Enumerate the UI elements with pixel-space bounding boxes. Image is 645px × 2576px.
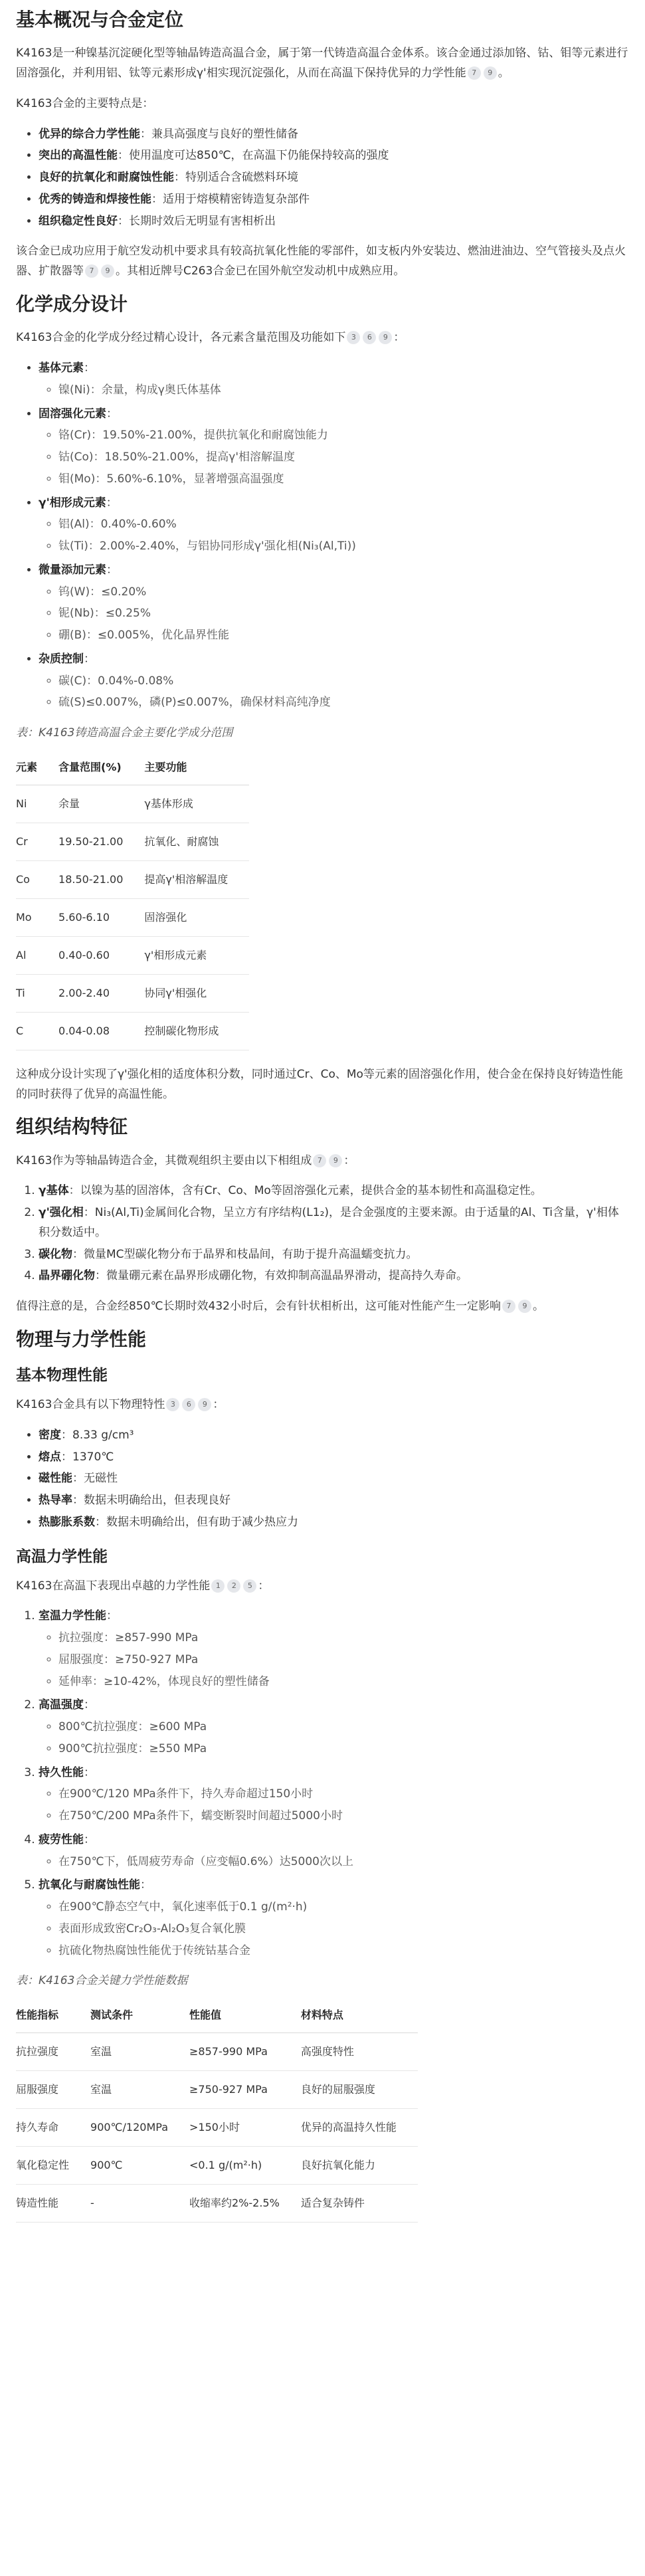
table-row xyxy=(16,936,249,974)
table-cell: Ti xyxy=(16,974,58,1012)
list-item: 5. 抗氧化与耐腐蚀性能： ◦ 在900℃静态空气中，氧化速率低于0.1 g/(m²·h) ◦ 表面形成致密Cr₂O₃-Al₂O₃复合氧化膜 ◦ 抗硫化物热腐蚀性能优于传统钴基合金 xyxy=(39,1876,629,1961)
table-cell: Cr xyxy=(16,823,58,860)
table-cell: >150小时 xyxy=(189,2109,301,2147)
subsection-title-physical: 基本物理性能 xyxy=(16,1367,108,1385)
group-term: 固溶强化元素 xyxy=(39,407,106,421)
table-row xyxy=(16,2185,418,2223)
table-cell: ≥857-990 MPa xyxy=(189,2033,301,2071)
group-term: 室温力学性能 xyxy=(39,1609,106,1623)
sub-list xyxy=(39,1629,629,1692)
table-cell: 5.60-6.10 xyxy=(58,898,144,936)
group-term: 持久性能 xyxy=(39,1765,84,1779)
table-row xyxy=(16,974,249,1012)
sub-list-item: ◦ 在900℃静态空气中，氧化速率低于0.1 g/(m²·h) xyxy=(58,1898,629,1918)
mechanical-table xyxy=(16,1998,418,2223)
column-header: 元素 xyxy=(16,750,58,785)
citation-badge: 7 xyxy=(502,1300,515,1313)
group-term: γ'相形成元素 xyxy=(39,496,106,510)
table-cell: 900℃/120MPa xyxy=(90,2109,189,2147)
list-item: 3. 持久性能： ◦ 在900℃/120 MPa条件下，持久寿命超过150小时 ◦ 在750℃/200 MPa条件下，蠕变断裂时间超过5000小时 xyxy=(39,1763,629,1827)
table-cell: 良好抗氧化能力 xyxy=(301,2147,418,2185)
table-cell: γ'相形成元素 xyxy=(144,936,249,974)
list-item: • 微量添加元素： ◦ 钨(W)：≤0.20% ◦ 铌(Nb)：≤0.25% ◦ 硼(B)：≤0.005%，优化晶界性能 xyxy=(39,561,629,646)
item-term: 组织稳定性良好 xyxy=(39,214,118,228)
sub-list-item: ◦ 屈服强度：≥750-927 MPa xyxy=(58,1650,629,1670)
citation-badge: 9 xyxy=(484,66,497,80)
item-text: ：以镍为基的固溶体，含有Cr、Co、Mo等固溶强化元素，提供合金的基本韧性和高温稳定性。 xyxy=(68,1184,542,1198)
table-cell: 2.00-2.40 xyxy=(58,974,144,1012)
table-cell: 控制碳化物形成 xyxy=(144,1012,249,1050)
item-text: ：微量MC型碳化物分布于晶界和枝晶间，有助于提升高温蠕变抗力。 xyxy=(72,1247,418,1261)
column-header: 材料特点 xyxy=(301,1998,418,2033)
group-term: 基体元素 xyxy=(39,361,84,375)
table-cell: 固溶强化 xyxy=(144,898,249,936)
table-row xyxy=(16,2033,418,2071)
column-header: 性能值 xyxy=(189,1998,301,2033)
list-item: 1. 室温力学性能： ◦ 抗拉强度：≥857-990 MPa ◦ 屈服强度：≥750-927 MPa ◦ 延伸率：≥10-42%，体现良好的塑性储备 xyxy=(39,1607,629,1692)
table-cell: Mo xyxy=(16,898,58,936)
composition-table xyxy=(16,750,249,1050)
list-item: • γ'相形成元素： ◦ 铝(Al)：0.40%-0.60% ◦ 钛(Ti)：2.00%-2.40%，与铝协同形成γ'强化相(Ni₃(Al,Ti)) xyxy=(39,494,629,557)
table-cell: 18.50-21.00 xyxy=(58,860,144,898)
item-term: 优秀的铸造和焊接性能 xyxy=(39,192,151,206)
sub-list xyxy=(39,1785,629,1827)
citation-badge: 5 xyxy=(243,1579,256,1593)
item-term: 热膨胀系数 xyxy=(39,1515,95,1529)
sub-list-item: ◦ 抗硫化物热腐蚀性能优于传统钴基合金 xyxy=(58,1941,629,1961)
citation-badge: 7 xyxy=(313,1154,326,1167)
list-item xyxy=(39,1426,629,1446)
composition-summary: 这种成分设计实现了γ'强化相的适度体积分数，同时通过Cr、Co、Mo等元素的固溶强化作用，使合金在保持良好铸造性能的同时获得了优异的高温性能。 xyxy=(16,1067,623,1101)
list-item xyxy=(39,1181,629,1201)
aging-note: 值得注意的是，合金经850℃长期时效432小时后，会有针状相析出，这可能对性能产生一定影响 7 9 。 xyxy=(16,1300,544,1314)
citation-badge: 9 xyxy=(379,331,392,344)
table-row xyxy=(16,2071,418,2109)
group-term: 高温强度 xyxy=(39,1698,84,1712)
table-row xyxy=(16,2109,418,2147)
table-header-row xyxy=(16,1998,418,2033)
citation-badge: 9 xyxy=(101,264,114,278)
item-term: 磁性能 xyxy=(39,1472,72,1486)
citation-badge: 3 xyxy=(166,1398,179,1411)
mechanical-property-list xyxy=(16,1607,629,1961)
table-row xyxy=(16,785,249,823)
overview-paragraph: K4163是一种镍基沉淀硬化型等轴晶铸造高温合金，属于第一代铸造高温合金体系。该合金通过添加铬、钴、钼等元素进行固溶强化，并利用铝、钛等元素形成γ'相实现沉淀强化，从而在高温下保持优异的力学性能 7 9 。 xyxy=(16,47,628,80)
table-cell: 良好的屈服强度 xyxy=(301,2071,418,2109)
table-row xyxy=(16,898,249,936)
table-cell: 收缩率约2%-2.5% xyxy=(189,2185,301,2223)
sub-list-item: ◦ 在750℃下，低周疲劳寿命（应变幅0.6%）达5000次以上 xyxy=(58,1852,629,1872)
item-text: ：1370℃ xyxy=(61,1450,114,1464)
composition-intro: K4163合金的化学成分经过精心设计，各元素含量范围及功能如下 3 6 9 ： xyxy=(16,331,405,345)
table-cell: 氧化稳定性 xyxy=(16,2147,90,2185)
table-cell: 室温 xyxy=(90,2033,189,2071)
citation-badge: 7 xyxy=(85,264,98,278)
item-text: ：无磁性 xyxy=(72,1472,118,1486)
list-item xyxy=(39,125,629,145)
table-cell: Ni xyxy=(16,785,58,823)
sub-list-item: ◦ 铬(Cr)：19.50%-21.00%，提供抗氧化和耐腐蚀能力 xyxy=(58,426,629,446)
item-term: 热导率 xyxy=(39,1494,72,1508)
sub-list xyxy=(39,515,629,557)
sub-list xyxy=(39,426,629,489)
table-row xyxy=(16,823,249,860)
list-item xyxy=(39,190,629,210)
table-cell: 900℃ xyxy=(90,2147,189,2185)
sub-list-item: ◦ 表面形成致密Cr₂O₃-Al₂O₃复合氧化膜 xyxy=(58,1920,629,1939)
table-cell: 0.04-0.08 xyxy=(58,1012,144,1050)
citation-badge: 9 xyxy=(329,1154,342,1167)
sub-list-item: ◦ 延伸率：≥10-42%，体现良好的塑性储备 xyxy=(58,1672,629,1692)
table-cell: 持久寿命 xyxy=(16,2109,90,2147)
table-header-row xyxy=(16,750,249,785)
sub-list xyxy=(39,672,629,714)
table-cell: ≥750-927 MPa xyxy=(189,2071,301,2109)
citation-badge: 3 xyxy=(347,331,360,344)
column-header: 主要功能 xyxy=(144,750,249,785)
citation-badge: 9 xyxy=(198,1398,211,1411)
sub-list xyxy=(39,583,629,646)
table-cell: 19.50-21.00 xyxy=(58,823,144,860)
item-text: ：8.33 g/cm³ xyxy=(61,1428,134,1442)
sub-list-item: ◦ 900℃抗拉强度：≥550 MPa xyxy=(58,1739,629,1759)
citation-badge: 2 xyxy=(227,1579,240,1593)
table-cell: C xyxy=(16,1012,58,1050)
table-cell: - xyxy=(90,2185,189,2223)
citation-badge: 6 xyxy=(363,331,376,344)
list-item xyxy=(39,1266,629,1286)
group-term: 微量添加元素 xyxy=(39,563,106,577)
element-group-list xyxy=(16,359,629,713)
table-cell: 屈服强度 xyxy=(16,2071,90,2109)
item-term: 突出的高温性能 xyxy=(39,149,118,163)
sub-list xyxy=(39,1898,629,1961)
list-item xyxy=(39,1513,629,1533)
sub-list-item: ◦ 抗拉强度：≥857-990 MPa xyxy=(58,1629,629,1648)
column-header: 性能指标 xyxy=(16,1998,90,2033)
list-item xyxy=(39,212,629,232)
sub-list-item: ◦ 镍(Ni)：余量，构成γ奥氏体基体 xyxy=(58,381,629,401)
item-text: ：微量硼元素在晶界形成硼化物，有效抑制高温晶界滑动，提高持久寿命。 xyxy=(95,1269,468,1283)
item-term: 碳化物 xyxy=(39,1247,72,1261)
item-term: 良好的抗氧化和耐腐蚀性能 xyxy=(39,171,174,185)
group-term: 抗氧化与耐腐蚀性能 xyxy=(39,1878,140,1892)
table-cell: 0.40-0.60 xyxy=(58,936,144,974)
citation-badge: 1 xyxy=(211,1579,225,1593)
section-title-composition: 化学成分设计 xyxy=(16,292,128,315)
sub-list-item: ◦ 钛(Ti)：2.00%-2.40%，与铝协同形成γ'强化相(Ni₃(Al,Ti)) xyxy=(58,537,629,557)
item-term: γ基体 xyxy=(39,1184,69,1198)
table-row xyxy=(16,2147,418,2185)
table-cell: 适合复杂铸件 xyxy=(301,2185,418,2223)
item-term: γ'强化相 xyxy=(39,1206,84,1220)
item-term: 晶界硼化物 xyxy=(39,1269,95,1283)
microstructure-intro: K4163作为等轴晶铸造合金，其微观组织主要由以下相组成 7 9 ： xyxy=(16,1153,355,1167)
table-cell: 提高γ'相溶解温度 xyxy=(144,860,249,898)
item-text: ：Ni₃(Al,Ti)金属间化合物，呈立方有序结构(L1₂)，是合金强度的主要来源。由于适量的Al、Ti含量，γ'相体积分数适中。 xyxy=(39,1206,619,1239)
item-text: ：适用于熔模精密铸造复杂部件 xyxy=(151,192,310,206)
list-item: 4. 疲劳性能： ◦ 在750℃下，低周疲劳寿命（应变幅0.6%）达5000次以上 xyxy=(39,1831,629,1872)
table-cell: <0.1 g/(m²·h) xyxy=(189,2147,301,2185)
sub-list-item: ◦ 在750℃/200 MPa条件下，蠕变断裂时间超过5000小时 xyxy=(58,1807,629,1827)
table-cell: 抗氧化、耐腐蚀 xyxy=(144,823,249,860)
sub-list-item: ◦ 碳(C)：0.04%-0.08% xyxy=(58,672,629,692)
sub-list-item: ◦ 钨(W)：≤0.20% xyxy=(58,583,629,603)
item-text: ：使用温度可达850℃，在高温下仍能保持较高的强度 xyxy=(118,149,389,163)
table-cell: 抗拉强度 xyxy=(16,2033,90,2071)
list-item: • 杂质控制： ◦ 碳(C)：0.04%-0.08% ◦ 硫(S)≤0.007%，磷(P)≤0.007%，确保材料高纯净度 xyxy=(39,650,629,713)
physical-property-list xyxy=(16,1426,629,1533)
item-text: ：兼具高强度与良好的塑性储备 xyxy=(140,127,298,141)
sub-list-item: ◦ 800℃抗拉强度：≥600 MPa xyxy=(58,1718,629,1737)
list-item xyxy=(39,146,629,166)
phase-list xyxy=(16,1181,629,1286)
sub-list-item: ◦ 硼(B)：≤0.005%，优化晶界性能 xyxy=(58,626,629,646)
sub-list xyxy=(39,381,629,401)
table-cell: 协同γ'相强化 xyxy=(144,974,249,1012)
table-cell: γ基体形成 xyxy=(144,785,249,823)
composition-table-caption: 表：K4163铸造高温合金主要化学成分范围 xyxy=(16,726,233,740)
sub-list-item: ◦ 铝(Al)：0.40%-0.60% xyxy=(58,515,629,535)
sub-list-item: ◦ 钼(Mo)：5.60%-6.10%，显著增强高温强度 xyxy=(58,470,629,490)
mechanical-table-caption: 表：K4163合金关键力学性能数据 xyxy=(16,1974,188,1988)
list-item xyxy=(39,168,629,188)
group-term: 杂质控制 xyxy=(39,652,84,666)
mechanical-intro: K4163在高温下表现出卓越的力学性能 1 2 5 ： xyxy=(16,1579,270,1593)
list-item: 2. 高温强度： ◦ 800℃抗拉强度：≥600 MPa ◦ 900℃抗拉强度：≥550 MPa xyxy=(39,1696,629,1759)
table-cell: 高强度特性 xyxy=(301,2033,418,2071)
table-row xyxy=(16,860,249,898)
item-term: 熔点 xyxy=(39,1450,61,1464)
citation-badge: 9 xyxy=(518,1300,531,1313)
sub-list-item: ◦ 在900℃/120 MPa条件下，持久寿命超过150小时 xyxy=(58,1785,629,1805)
section-title-overview: 基本概况与合金定位 xyxy=(16,9,184,31)
table-cell: Al xyxy=(16,936,58,974)
table-cell: 室温 xyxy=(90,2071,189,2109)
list-item: • 基体元素： ◦ 镍(Ni)：余量，构成γ奥氏体基体 xyxy=(39,359,629,401)
table-row xyxy=(16,1012,249,1050)
table-cell: 铸造性能 xyxy=(16,2185,90,2223)
subsection-title-mechanical: 高温力学性能 xyxy=(16,1547,108,1565)
section-title-microstructure: 组织结构特征 xyxy=(16,1116,128,1138)
list-item xyxy=(39,1448,629,1468)
list-item xyxy=(39,1245,629,1265)
application-paragraph: 该合金已成功应用于航空发动机中要求具有较高抗氧化性能的零部件，如支板内外安装边、燃油进油边、空气管接头及点火器、扩散器等 7 9 。其相近牌号C263合金已在国外航空发动机中成熟应用。 xyxy=(16,245,626,278)
table-cell: Co xyxy=(16,860,58,898)
sub-list xyxy=(39,1718,629,1759)
citation-badge: 6 xyxy=(182,1398,195,1411)
features-intro: K4163合金的主要特点是： xyxy=(16,96,154,110)
sub-list-item: ◦ 钴(Co)：18.50%-21.00%，提高γ'相溶解温度 xyxy=(58,448,629,468)
sub-list-item: ◦ 铌(Nb)：≤0.25% xyxy=(58,604,629,624)
group-term: 疲劳性能 xyxy=(39,1833,84,1846)
citation-badge: 7 xyxy=(468,66,481,80)
list-item xyxy=(39,1469,629,1489)
item-text: ：长期时效后无明显有害相析出 xyxy=(118,214,276,228)
column-header: 测试条件 xyxy=(90,1998,189,2033)
feature-list xyxy=(16,125,629,232)
sub-list-item: ◦ 硫(S)≤0.007%，磷(P)≤0.007%，确保材料高纯净度 xyxy=(58,693,629,713)
list-item xyxy=(39,1491,629,1511)
item-term: 优异的综合力学性能 xyxy=(39,127,140,141)
item-term: 密度 xyxy=(39,1428,61,1442)
column-header: 含量范围(%) xyxy=(58,750,144,785)
sub-list xyxy=(39,1852,629,1872)
physical-intro: K4163合金具有以下物理特性 3 6 9 ： xyxy=(16,1398,225,1412)
section-title-properties: 物理与力学性能 xyxy=(16,1328,147,1350)
list-item xyxy=(39,1203,629,1243)
list-item: • 固溶强化元素： ◦ 铬(Cr)：19.50%-21.00%，提供抗氧化和耐腐蚀能力 ◦ 钴(Co)：18.50%-21.00%，提高γ'相溶解温度 ◦ 钼(Mo)：5.60%-6.10%，显著增强高温强度 xyxy=(39,405,629,490)
item-text: ：数据未明确给出，但有助于减少热应力 xyxy=(95,1515,298,1529)
item-text: ：数据未明确给出，但表现良好 xyxy=(72,1494,230,1508)
item-text: ：特别适合含硫燃料环境 xyxy=(174,171,298,185)
table-cell: 优异的高温持久性能 xyxy=(301,2109,418,2147)
table-cell: 余量 xyxy=(58,785,144,823)
